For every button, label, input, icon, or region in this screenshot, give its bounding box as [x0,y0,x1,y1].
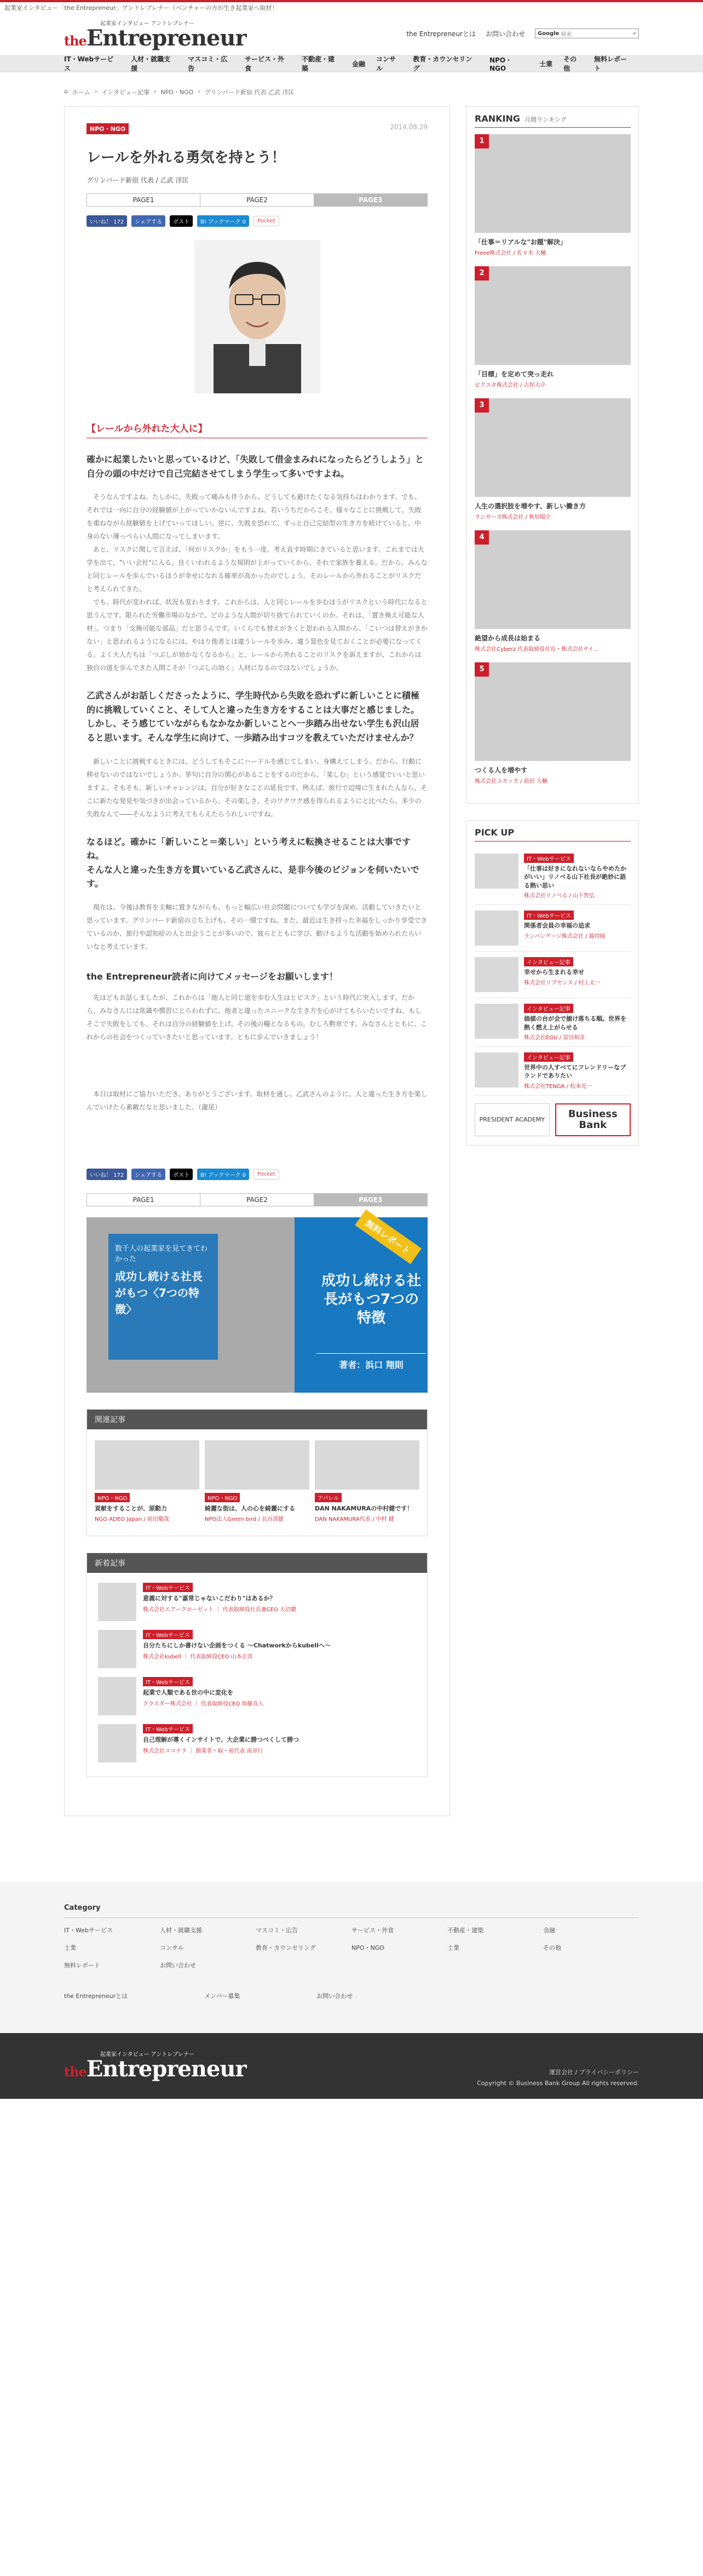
ranking-thumbnail[interactable] [475,530,631,629]
header [64,12,639,55]
footer-recruit-link[interactable]: メンバー募集 [204,1993,240,2000]
ranking-title[interactable]: 絶望から成長は始まる [475,634,541,642]
page-tabs [87,193,428,207]
news-title[interactable]: 起業で人類である世の中に変化を [143,1689,233,1697]
interviewee-photo [194,240,320,393]
contact-link[interactable]: お問い合わせ [485,30,525,38]
nav-item[interactable]: 士業 [539,60,553,68]
news-badge[interactable]: IT・Webサービス [143,1677,193,1686]
hatena-button[interactable]: B! ブックマーク 0 [197,1169,249,1180]
footer-logo-main: Entrepreneur [86,2056,246,2082]
related-thumbnail[interactable] [205,1440,309,1490]
pickup-thumbnail[interactable] [475,1004,518,1039]
news-title[interactable]: 意義に対する"嘉常じゃないこだわり"はあるか？ [143,1595,276,1602]
footer-link[interactable]: その他 [543,1944,561,1952]
footer-link[interactable]: 士業 [64,1944,76,1952]
pickup-item[interactable] [475,848,631,905]
tab-page1[interactable]: PAGE1 [87,1194,200,1206]
footer-link[interactable]: マスコミ・広告 [256,1927,298,1934]
tab-page2[interactable]: PAGE2 [200,1194,314,1206]
article-title: レールを外れる勇気を持とう！ [87,150,286,166]
pickup-badge[interactable]: インタビュー記事 [524,1004,573,1013]
ranking-number: 3 [475,398,489,413]
footer-logo-subtitle: 起業家インタビュー アントレプレナー [100,2052,194,2058]
pickup-thumbnail[interactable] [475,911,518,946]
pickup-title[interactable]: 幸せから生まれる幸せ [524,969,584,976]
ranking-title[interactable]: 人生の選択肢を増やす、新しい働き方 [475,502,586,510]
ranking-sub-text: ピクスタ株式会社 / 古俣大介 [475,382,546,388]
news-badge[interactable]: IT・Webサービス [143,1724,193,1733]
question-2: 乙武さんがお話しくださったように、学生時代から失敗を恐れずに新しいことに積極的に挑戦していくこと、そして人と違った生き方をすることは大事だと感じました。 しかし、そう感じていながらもなかなか新しいことへ一歩踏み出せない学生も沢山居ると思います。そんな学生に向けて、一歩踏み出すコツを教えていただけませんか？ [87,690,420,743]
related-sub: DAN NAKAMURA代表 / 中村 健 [315,1516,394,1523]
footer-link[interactable]: コンサル [160,1944,184,1952]
footer-link[interactable]: 不動産・建築 [447,1927,483,1934]
question-1: 確かに起業したいと思っているけど、「失敗して借金まみれになったらどうしよう」と自分の頭の中だけで自己完結させてしまう学生って多いですよね。 [87,454,424,479]
banner-book [108,1234,218,1360]
article [64,106,450,1816]
nav-item[interactable]: 金融 [352,60,365,68]
ranking-thumbnail[interactable] [475,662,631,761]
new-articles [87,1553,428,1777]
category-badge[interactable]: NPO・NGO [87,123,129,134]
ranking-sub-text: 株式会社Cyberz 代表取締役社長・株式会社サイ... [475,646,599,652]
share-bar [87,215,428,227]
related-heading: 関連記事 [87,1410,427,1429]
nav-item[interactable]: サービス・外食 [245,55,285,72]
footer-about-link[interactable]: the Entrepreneurとは [64,1993,128,2000]
header-links [406,28,639,38]
policy-links[interactable]: 運営会社 / プライバシーポリシー [549,2069,639,2076]
footer-category-heading: Category [64,1904,101,1913]
footer-link[interactable]: サービス・外食 [352,1927,394,1934]
banner-ribbon: 無料レポート [355,1210,422,1264]
ranking-sub-text: Freee株式会社 / 佐々木 大輔 [475,250,546,256]
ranking [466,106,639,804]
chevron-right-icon: › [198,88,200,95]
pickup-title[interactable]: 世界中の人すべてにフレンドリーなブランドでありたい [524,1063,626,1080]
president-academy-banner[interactable]: PRESIDENT ACADEMY [475,1103,550,1136]
footer-link[interactable]: 無料レポート [64,1962,100,1970]
footer-link[interactable]: NPO・NGO [352,1944,384,1952]
message-body: 先ほどもお話しましたが、これからは「他人と同じ道を歩む人生はとピスク」という時代に突入します。だから、みなさんには常識や慣習にとらわれずに、他者と違ったユニークな生き方を心がけてもらいたいですね。もしそこで失敗をしても、それは自分の経験値を上げ、その後の糧となるもの。むしろ勲章です。みなさんとともに、これからの社会をつくっていきたいと思っています。ともに歩んでいきましょう！ [87,993,428,1041]
news-heading: 新着記事 [87,1553,427,1573]
breadcrumb-articles[interactable]: インタビュー記事 [101,89,149,96]
footer-logo[interactable] [64,2050,246,2083]
ranking-number: 1 [475,134,489,148]
pickup-sub: 株式会社TENGA / 松本光一 [524,1083,592,1090]
ranking-title[interactable]: 「仕事＝リアルな"お題"解決」 [475,238,567,246]
pickup-title[interactable]: 関係者会員の幸福の追求 [524,922,590,930]
footer-contact-link[interactable]: お問い合わせ [316,1993,353,2000]
tab-page2[interactable]: PAGE2 [200,194,314,206]
logo-main: Entrepreneur [86,25,246,51]
nav-item[interactable]: 無料レポート [594,55,627,72]
ranking-title[interactable]: つくる人を増やす [475,766,528,774]
logo-the: the [64,33,87,49]
ranking-number: 2 [475,266,489,281]
footer-link[interactable]: お問い合わせ [160,1962,196,1970]
related-badge[interactable]: NPO・NGO [205,1493,240,1502]
pickup-thumbnail[interactable] [475,854,518,889]
breadcrumb [64,88,639,96]
question-3: なるほど。確かに「新しいこと＝楽しい」という考えに転換させることは大事ですね。 そんな人と違った生き方を貫いている乙武さんに、是非今後のビジョンを伺いたいです。 [87,836,419,889]
pickup-badge[interactable]: IT・Webサービス [524,854,574,863]
ranking-sub: 月間ランキング [524,116,567,123]
related-item[interactable] [205,1440,309,1522]
site-logo[interactable] [64,19,246,53]
message-title: the Entrepreneur読者に向けてメッセージをお願いします！ [87,971,338,982]
chevron-right-icon: › [153,88,157,95]
article-author: グリンバード新宿 代表 / 乙武 洋匡 [87,176,189,184]
breadcrumb-current: グリンバード新宿 代表 乙武 洋匡 [204,89,295,96]
pickup-badge[interactable]: IT・Webサービス [524,911,574,920]
pickup-item[interactable] [475,998,631,1047]
related-badge[interactable]: アパレル [315,1493,342,1502]
pickup-item[interactable] [475,952,631,998]
ranking-thumbnail[interactable] [475,134,631,233]
publish-date: 2014.08.29 [390,123,428,131]
news-item[interactable] [98,1724,416,1762]
news-thumbnail[interactable] [98,1724,136,1762]
news-sub: 株式会社エアークローゼット ｜ 代表取締役社長兼CEO 天沼聰 [143,1606,297,1613]
news-sub: クラスター株式会社 ｜ 代表取締役CEO 加藤直人 [143,1701,264,1707]
pickup-sub: 株式会社リノベる / 山下智弘 [524,893,595,900]
fb-share-button[interactable]: シェアする [131,215,165,227]
footer-link[interactable]: 士業 [447,1944,459,1952]
pickup-sub: 株式会社リブセンス / 村上太一 [524,980,601,986]
banner-title: 成功し続ける社長がもつ7つの特徴 [321,1272,421,1326]
footer-link[interactable]: IT・Webサービス [64,1927,113,1934]
copyright: Copyright © Business Bank Group All rights reserved. [477,2080,639,2087]
fb-like-button[interactable]: いいね！ 172 [87,1169,127,1180]
ranking-item[interactable] [475,266,631,388]
pickup-item[interactable] [475,1047,631,1096]
page-tabs-bottom [87,1193,428,1206]
ranking-sub-text: 株式会社ユカック / 前田 大輔 [475,778,548,785]
pickup [466,820,639,1146]
fb-like-button[interactable]: いいね！ 172 [87,215,127,227]
banner-book-title: 成功し続ける社長がもつ〈7つの特徴〉 [115,1269,203,1316]
sidebar [466,106,639,1162]
nav-item[interactable]: 教育・カウンセリング [413,55,472,72]
pickup-badge[interactable]: インタビュー記事 [524,1052,573,1062]
search-icon[interactable]: ⌕ [632,30,636,37]
pickup-badge[interactable]: インタビュー記事 [524,957,573,966]
banner-text-area [295,1217,428,1393]
footer-logo-the: the [64,2064,87,2080]
related-sub: NGO ADEO Japan / 前田慶哉 [95,1516,169,1523]
related-item[interactable] [315,1440,419,1522]
footer-link[interactable]: 金融 [543,1927,555,1934]
topbar-text: 起業家インタビュー「the Entrepreneur」アントレプレナー（ベンチャーの方が生き起業家へ取材！ [4,4,278,12]
pickup-item[interactable] [475,905,631,952]
ranking-title[interactable]: 「目標」を定めて突っ走れ [475,370,554,378]
related-thumbnail[interactable] [315,1440,419,1490]
nav-item[interactable]: コンサル [376,55,396,72]
answer-1: そうなんですよね。たしかに、失敗って痛みも伴うから、どうしても避けたくなる気持ちはわかります。でも、それでは一向に自分の経験値が上がっていかないんですよね。若いうちだからこそ、様々なことに挑戦して、失敗を重ねながら経験値を上げていってほしい。逆に、失敗を恐れて、ずっと自己完結型の生き方を続けていると、中身のない薄っぺらい人間になってしまいます。 あと、リスクに関して言えば、「何がリスクか」をもう一度、考え直す時期にきていると思います。これまでは大学を出て、"いい会社"に入る。良くいわれるような規則が上がっていくから、それで家族を養える。だから、みんなと同じレールを歩んでいるほうが幸せになれる確率が高かったのでしょう。そのレールから外れることがリスクだと考えられてきた。 でも、時代が変われば、状況も変わります。これからは、人と同じレールを歩むほうがリスクという時代になると思うんです。限られた労働市場のなかで、どのような人間が切り捨てられていくのか。それは、「置き換え可能な人材」。つまり「交換可能な部品」だと思うんです。いくらでも替えがきくと思われる人間から、「こいつは替えがきかない」と思われるようになるには、やはり他者とは違うレールを歩み、違う景色を見ておくことが必要になってくる。よく大人たちは「つぶしが効かなくなるから」と、レールから外れることのリスクを訴えますが、これからは独自の道を歩んできた人間こそが「つぶしの効く」人材になるのではないでしょうか。 [87,493,428,672]
banner-book-area [87,1217,295,1393]
nav-item[interactable]: マスコミ・広告 [188,55,228,72]
pickup-title[interactable]: 価値の台が会で揃け落ちる順。世界を熱く燃え上がらせる [524,1015,626,1031]
nav-item[interactable]: NPO・NGO [489,56,512,72]
ranking-thumbnail[interactable] [475,266,631,365]
chevron-right-icon: › [94,88,97,95]
related-articles [87,1409,428,1536]
breadcrumb-home[interactable]: ホーム [72,89,90,96]
footer-link[interactable]: 人材・就職支援 [160,1927,202,1934]
ranking-item[interactable] [475,398,631,520]
tab-page3[interactable]: PAGE3 [314,1194,427,1206]
related-title[interactable]: 綺麗な街は、人の心を綺麗にする [205,1504,295,1512]
business-bank-banner[interactable]: Business Bank [555,1103,631,1136]
hatena-button[interactable]: B! ブックマーク 0 [197,215,249,227]
pocket-button[interactable]: Pocket [253,1169,279,1180]
related-thumbnail[interactable] [95,1440,199,1490]
related-item[interactable] [95,1440,199,1522]
pickup-thumbnail[interactable] [475,1052,518,1087]
banner-book-top: 数千人の起業家を見てきてわかった [115,1244,208,1264]
nav-item[interactable]: IT・Webサービス [64,55,114,72]
topbar [0,0,703,12]
answer-3: 現在は、今後は教育を主軸に置きながらも、もっと幅広い社会問題についても学びを深め、活動していきたいと思っています。グリンバード新宿の立ち上げも、その一環ですね。また、最近は生き持った幸福をしっかり享受できているのか、旅行や認知症の人と出会うことが多いので、彼らとともに学び、動けるような活動を始められたらいいなと考えています。 [87,903,428,951]
related-title[interactable]: 貢献をすることが、原動力 [95,1504,167,1512]
nav-item[interactable]: 人材・就職支援 [131,55,171,72]
free-report-banner[interactable] [87,1217,428,1393]
news-sub: 株式会社ココナラ ｜ 創業者・取・前代表 南章行 [143,1748,263,1754]
news-badge[interactable]: IT・Webサービス [143,1630,193,1639]
ranking-item[interactable] [475,662,631,785]
main-nav [0,55,703,72]
footer-categories [0,1882,703,2033]
related-title[interactable]: DAN NAKAMURAの中村健です！ [315,1504,413,1512]
news-badge[interactable]: IT・Webサービス [143,1583,193,1592]
news-title[interactable]: 自己理解が導くインサイトで、大企業に勝つべくして勝つ [143,1736,299,1744]
logo-subtitle: 起業家インタビュー アントレプレナー [100,21,194,27]
ranking-number: 4 [475,530,489,545]
footer-link[interactable]: 教育・カウンセリング [256,1944,316,1952]
news-thumbnail[interactable] [98,1677,136,1715]
home-icon: ⌂ [64,88,68,95]
ranking-item[interactable] [475,134,631,256]
news-sub: 株式会社kubell ｜ 代表取締役CEO 山本正喜 [143,1653,253,1660]
closing-text: 本日は取材にご協力いただき、ありがとうございます。取材を通し、乙武さんのように、人と違った生き方を楽しんでいけたら素敵だなと思いました。（瀧尾） [87,1090,428,1111]
news-thumbnail[interactable] [98,1630,136,1668]
fb-share-button[interactable]: シェアする [131,1169,165,1180]
ranking-number: 5 [475,662,489,677]
pickup-sub: ランパンゲージ株式会社 / 釼持純 [524,933,606,940]
answer-2: 新しいことに挑戦するときには、どうしてもそこにハードルを感じてしまい、身構えてしまう。だから、行動に移せないのではないでしょうか。挙句に自分の関心があることをするのだから、「楽しむ」という感覚でいいと思いますよ。そもそも、新しいチャレンジは、自分が好きなことの延長です。例えば、旅行で辺境に生まれた人なら、そこに新たな発見や気づきが出会っているから、その楽しさ、そのワクワク感を得られるようにと比べたら、多少の失敗なんて――そんなように考えてもらえたらうれしいですね。 [87,757,428,818]
ranking-item[interactable] [475,530,631,652]
news-item[interactable] [98,1583,416,1621]
related-badge[interactable]: NPO・NGO [95,1493,130,1502]
news-title[interactable]: 自分たちにしか書けない企画をつくる 〜Chatworkからkubellへ〜 [143,1642,331,1650]
pickup-title[interactable]: 「仕事は好きになれないならやめたかがいい」リノベる山下社長が絶妙に語る熱い思い [524,865,626,889]
news-item[interactable] [98,1630,416,1668]
ranking-thumbnail[interactable] [475,398,631,497]
nav-item[interactable]: その他 [563,55,577,72]
news-thumbnail[interactable] [98,1583,136,1621]
nav-item[interactable]: 不動産・建築 [301,55,335,72]
x-post-button[interactable]: ポスト [170,215,193,227]
ranking-heading: RANKING [475,113,520,124]
pocket-button[interactable]: Pocket [253,216,279,226]
tab-page3[interactable]: PAGE3 [314,194,427,206]
tab-page1[interactable]: PAGE1 [87,194,200,206]
search-brand: Google [538,30,560,37]
pickup-heading: PICK UP [475,827,515,838]
news-item[interactable] [98,1677,416,1715]
share-bar-bottom [87,1169,428,1180]
section-title: 【レールから外れた大人に】 [87,421,428,438]
search-input[interactable]: 検索 [561,31,572,38]
pickup-sub: 株式会社EGU / 富田和彦 [524,1034,585,1041]
footer [0,2033,703,2099]
breadcrumb-category[interactable]: NPO・NGO [160,89,194,96]
ranking-sub-text: ランサーズ株式会社 / 秋好陽介 [475,514,551,520]
banner-author: 著者：浜口 翔則 [316,1353,426,1371]
x-post-button[interactable]: ポスト [170,1169,193,1180]
related-sub: NPO法人Green bird / 長谷部健 [205,1516,284,1523]
search-box[interactable] [535,28,639,38]
about-link[interactable]: the Entrepreneurとは [406,30,476,38]
pickup-thumbnail[interactable] [475,957,518,992]
